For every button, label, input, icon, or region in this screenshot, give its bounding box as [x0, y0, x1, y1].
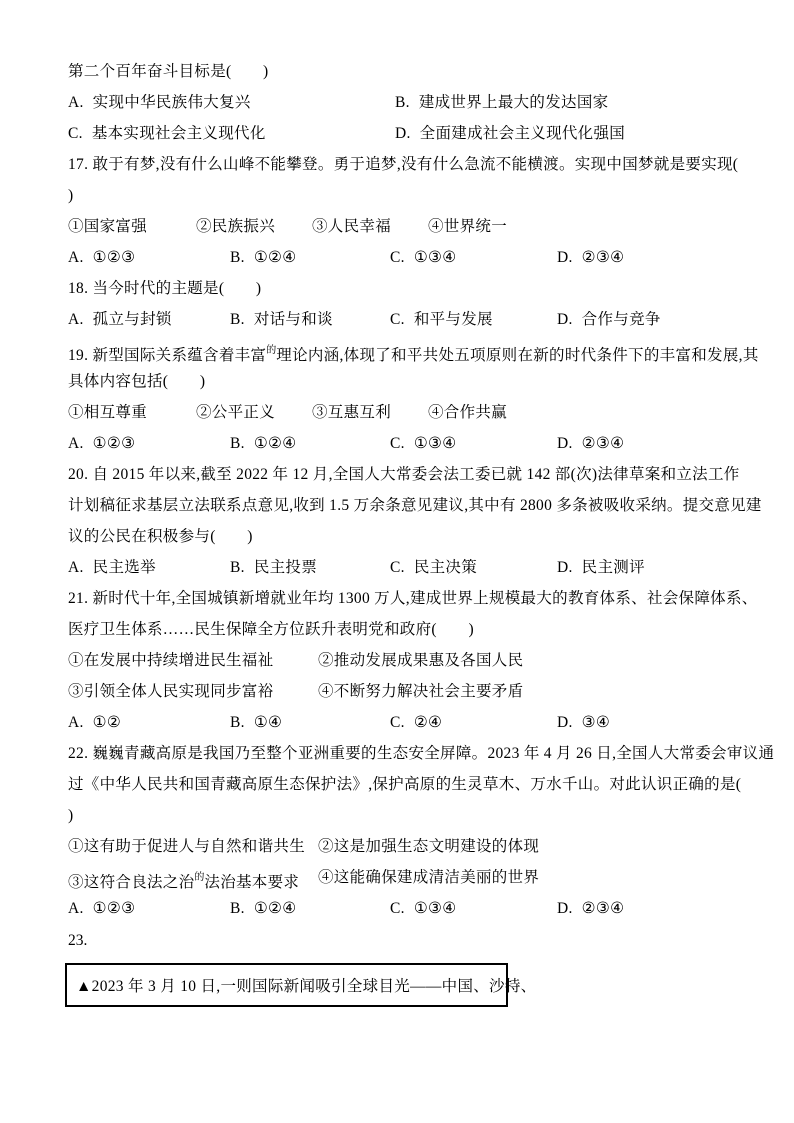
q22-answer-b	[230, 893, 390, 924]
option-label: C.	[390, 714, 405, 731]
q22-stem-line-3: )	[68, 807, 74, 824]
q17-answer-d	[557, 242, 732, 273]
q22-answer-c	[390, 893, 557, 924]
option-text: ①④	[253, 714, 283, 731]
option-label: A.	[68, 435, 84, 452]
option-label: C.	[390, 559, 405, 576]
q17-sub-option-2: ②民族振兴	[196, 218, 276, 235]
option-text: 基本实现社会主义现代化	[91, 125, 266, 142]
q18-stem: 18. 当今时代的主题是( )	[68, 280, 262, 297]
option-text: ①③④	[413, 900, 457, 917]
q22-sub3-post: 法治基本要求	[204, 874, 300, 891]
q21-sub-option-1: ①在发展中持续增进民生福祉	[68, 652, 274, 669]
q21-answer-b	[230, 707, 390, 738]
option-text: 和平与发展	[413, 311, 493, 328]
q17-stem-line-2: )	[68, 187, 74, 204]
q23-news-box	[65, 963, 537, 1007]
q17-answer-b	[230, 242, 390, 273]
q22-sub-option-2: ②这是加强生态文明建设的体现	[318, 838, 540, 855]
option-text: ①③④	[413, 435, 457, 452]
q19-sub-option-3: ③互惠互利	[312, 404, 392, 421]
q20-stem-line-1: 20. 自 2015 年以来,截至 2022 年 12 月,全国人大常委会法工委已就 142 部(次)法律草案和立法工作	[68, 466, 740, 483]
q17-sub-option-3: ③人民幸福	[312, 218, 392, 235]
q16-options-row-1	[68, 87, 732, 118]
option-text: 民主投票	[253, 559, 318, 576]
option-text: 实现中华民族伟大复兴	[92, 94, 251, 111]
option-text: 民主测评	[581, 559, 645, 576]
option-label: A.	[68, 94, 84, 111]
q19-answer-c	[390, 428, 557, 459]
q16-option-d	[395, 118, 732, 149]
q22-sub3-pre: ③这符合良法之治	[68, 874, 195, 891]
q21-stem-line-2: 医疗卫生体系……民生保障全方位跃升表明党和政府( )	[68, 621, 474, 638]
q22-stem-line-1: 22. 巍巍青藏高原是我国乃至整个亚洲重要的生态安全屏障。2023 年 4 月 26 日,全国人大常委会审议通	[68, 745, 775, 762]
q18-answer-b	[230, 304, 390, 335]
q21-answer-d	[557, 707, 732, 738]
q19-stem-pre: 19. 新型国际关系蕴含着丰富	[68, 347, 267, 364]
q21-sub-option-4: ④不断努力解决社会主要矛盾	[318, 683, 524, 700]
option-label: A.	[68, 311, 84, 328]
option-label: B.	[230, 435, 245, 452]
q17-sub-option-1: ①国家富强	[68, 218, 148, 235]
option-label: B.	[395, 94, 410, 111]
q17-answer-c	[390, 242, 557, 273]
option-label: D.	[557, 249, 573, 266]
option-label: D.	[557, 435, 573, 452]
option-label: D.	[557, 714, 573, 731]
q18-answers	[68, 304, 732, 335]
option-text: ①②④	[253, 435, 297, 452]
q19-answer-b	[230, 428, 390, 459]
q22-answer-a	[68, 893, 230, 924]
option-label: B.	[230, 249, 245, 266]
q20-answer-c	[390, 552, 557, 583]
q21-sub-options-row-1	[68, 645, 732, 676]
q22-answers	[68, 893, 732, 924]
option-text: 民主决策	[413, 559, 478, 576]
q19-answer-a	[68, 428, 230, 459]
q21-answer-a	[68, 707, 230, 738]
q23-number: 23.	[68, 932, 88, 949]
q23-news-text: ▲2023 年 3 月 10 日,一则国际新闻吸引全球目光——中国、沙特、	[76, 978, 537, 995]
option-text: ①②	[92, 714, 122, 731]
option-text: ②③④	[581, 900, 625, 917]
q21-answer-c	[390, 707, 557, 738]
option-text: 孤立与封锁	[92, 311, 172, 328]
q20-answers	[68, 552, 732, 583]
option-text: 民主选举	[92, 559, 156, 576]
q18-answer-d	[557, 304, 732, 335]
q19-sub-option-4: ④合作共赢	[428, 404, 508, 421]
q22-stem-line-2: 过《中华人民共和国青藏高原生态保护法》,保护高原的生灵草木、万水千山。对此认识正确的是(	[68, 776, 742, 793]
q16-option-b	[395, 87, 732, 118]
q18-answer-c	[390, 304, 557, 335]
q16-option-a	[68, 87, 395, 118]
q21-sub-option-3: ③引领全体人民实现同步富裕	[68, 683, 274, 700]
option-label: C.	[68, 125, 83, 142]
q22-sub-options-row-2	[68, 862, 732, 893]
q21-sub-option-2: ②推动发展成果惠及各国人民	[318, 652, 524, 669]
option-label: A.	[68, 900, 84, 917]
option-text: ②③④	[581, 249, 625, 266]
q19-sub-option-2: ②公平正义	[196, 404, 276, 421]
q21-sub-options-row-2	[68, 676, 732, 707]
option-text: ①②③	[92, 249, 136, 266]
q19-answer-d	[557, 428, 732, 459]
q17-answer-a	[68, 242, 230, 273]
option-label: B.	[230, 900, 245, 917]
q21-stem-line-1: 21. 新时代十年,全国城镇新增就业年均 1300 万人,建成世界上规模最大的教育体系、社会保障体系、	[68, 590, 758, 607]
q22-answer-d	[557, 893, 732, 924]
q17-sub-option-4: ④世界统一	[428, 218, 508, 235]
option-label: C.	[390, 900, 405, 917]
q22-sub-option-3	[68, 862, 318, 893]
q17-sub-options	[68, 211, 732, 242]
option-label: D.	[395, 125, 411, 142]
option-label: C.	[390, 249, 405, 266]
q17-answers	[68, 242, 732, 273]
q22-superscript: 的	[194, 872, 205, 883]
q22-sub-options-row-1	[68, 831, 732, 862]
option-text: 合作与竞争	[581, 311, 661, 328]
option-label: A.	[68, 559, 84, 576]
option-label: B.	[230, 714, 245, 731]
q21-answers	[68, 707, 732, 738]
q19-stem-line-1	[68, 335, 759, 366]
option-text: 建成世界上最大的发达国家	[418, 94, 609, 111]
option-label: A.	[68, 714, 84, 731]
q17-stem-line-1: 17. 敢于有梦,没有什么山峰不能攀登。勇于追梦,没有什么急流不能横渡。实现中国梦就是要实现(	[68, 156, 739, 173]
q20-answer-d	[557, 552, 732, 583]
option-text: ①②④	[253, 249, 297, 266]
q19-superscript: 的	[266, 345, 277, 356]
option-text: ①②③	[92, 900, 136, 917]
option-text: ①②③	[92, 435, 136, 452]
q18-answer-a	[68, 304, 230, 335]
option-label: C.	[390, 311, 405, 328]
q20-answer-b	[230, 552, 390, 583]
option-label: C.	[390, 435, 405, 452]
q19-answers	[68, 428, 732, 459]
q20-stem-line-3: 议的公民在积极参与( )	[68, 528, 253, 545]
q20-stem-line-2: 计划稿征求基层立法联系点意见,收到 1.5 万余条意见建议,其中有 2800 多条被吸收采纳。提交意见建	[68, 497, 762, 514]
option-label: A.	[68, 249, 84, 266]
option-text: ②③④	[581, 435, 625, 452]
option-text: ②④	[413, 714, 443, 731]
option-label: D.	[557, 900, 573, 917]
q19-stem-line-2: 具体内容包括( )	[68, 373, 206, 390]
option-label: D.	[557, 311, 573, 328]
q19-sub-options	[68, 397, 732, 428]
option-label: D.	[557, 559, 573, 576]
option-label: B.	[230, 311, 245, 328]
q20-answer-a	[68, 552, 230, 583]
q19-stem-post: 理论内涵,体现了和平共处五项原则在新的时代条件下的丰富和发展,其	[276, 347, 759, 364]
option-text: ③④	[581, 714, 611, 731]
option-label: B.	[230, 559, 245, 576]
q16-option-c	[68, 118, 395, 149]
q16-stem: 第二个百年奋斗目标是( )	[68, 63, 269, 80]
option-text: 全面建成社会主义现代化强国	[419, 125, 626, 142]
q22-sub-option-4: ④这能确保建成清洁美丽的世界	[318, 869, 540, 886]
q19-sub-option-1: ①相互尊重	[68, 404, 148, 421]
q16-options-row-2	[68, 118, 732, 149]
option-text: 对话与和谈	[253, 311, 333, 328]
option-text: ①③④	[413, 249, 457, 266]
q22-sub-option-1: ①这有助于促进人与自然和谐共生	[68, 838, 306, 855]
option-text: ①②④	[253, 900, 297, 917]
